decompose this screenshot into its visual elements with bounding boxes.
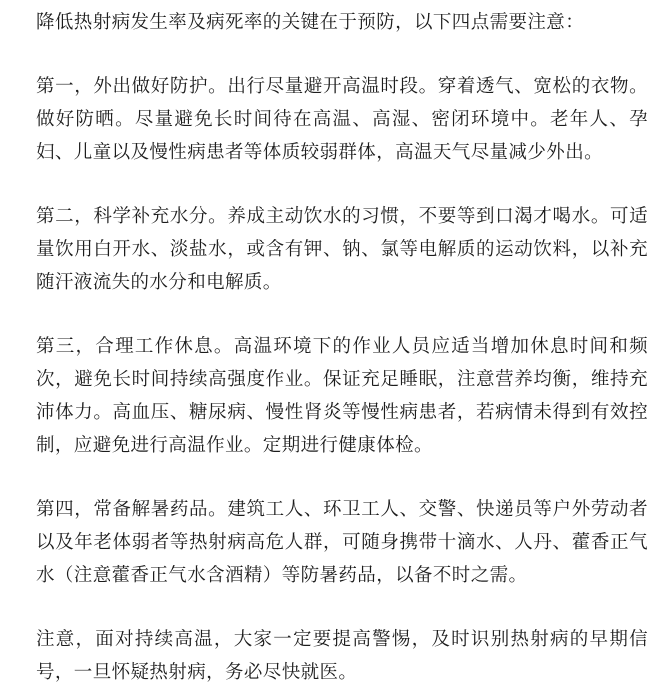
closing-paragraph: 注意，面对持续高温，大家一定要提高警惕，及时识别热射病的早期信号，一旦怀疑热射病，务必尽快就医。 bbox=[36, 629, 648, 683]
tip-4-paragraph: 第四，常备解暑药品。建筑工人、环卫工人、交警、快递员等户外劳动者以及年老体弱者等热射病高危人群，可随身携带十滴水、人丹、藿香正气水（注意藿香正气水含酒精）等防暑药品，以备不时之需。 bbox=[36, 499, 648, 586]
tip-1-paragraph: 第一，外出做好防护。出行尽量避开高温时段。穿着透气、宽松的衣物。做好防晒。尽量避免长时间待在高温、高湿、密闭环境中。老年人、孕妇、儿童以及慢性病患者等体质较弱群体，高温天气尽量减少外出。 bbox=[36, 76, 648, 163]
tip-2-paragraph: 第二，科学补充水分。养成主动饮水的习惯，不要等到口渴才喝水。可适量饮用白开水、淡盐水，或含有钾、钠、氯等电解质的运动饮料，以补充随汗液流失的水分和电解质。 bbox=[36, 206, 648, 293]
intro-paragraph: 降低热射病发生率及病死率的关键在于预防，以下四点需要注意： bbox=[36, 12, 585, 33]
tip-3-paragraph: 第三，合理工作休息。高温环境下的作业人员应适当增加休息时间和频次，避免长时间持续高强度作业。保证充足睡眠，注意营养均衡，维持充沛体力。高血压、糖尿病、慢性肾炎等慢性病患者，若病情未得到有效控制，应避免进行高温作业。定期进行健康体检。 bbox=[36, 336, 648, 456]
